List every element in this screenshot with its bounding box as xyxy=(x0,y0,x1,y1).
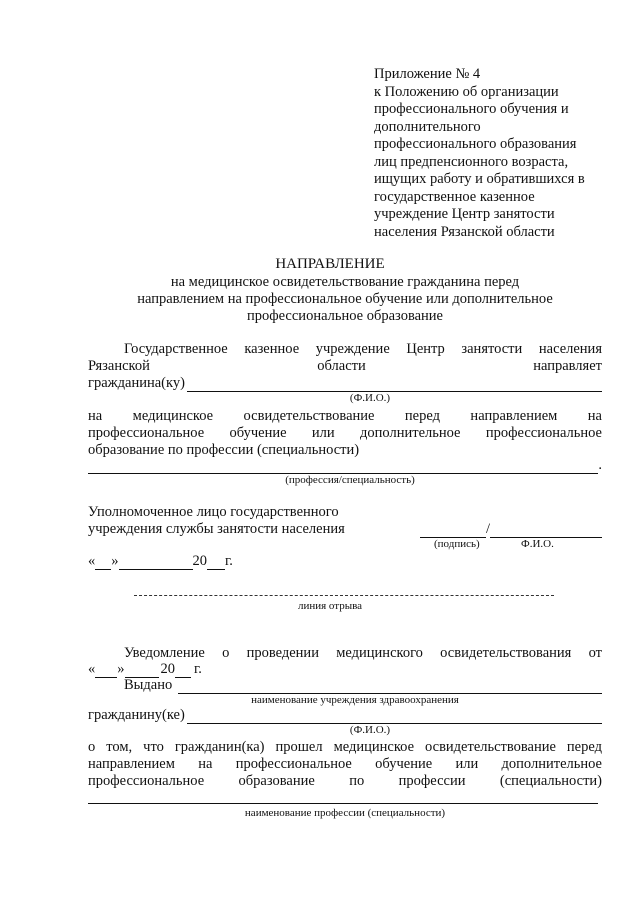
authorized-person xyxy=(88,504,408,538)
appendix-line: населения Рязанской области xyxy=(374,223,555,240)
day-field[interactable] xyxy=(95,663,117,678)
issued-label: Выдано xyxy=(124,677,173,693)
body-line-2 xyxy=(88,358,602,375)
quote-close: » xyxy=(111,553,119,569)
appendix-line: к Положению об организации xyxy=(374,83,559,100)
notice-fio-caption: (Ф.И.О.) xyxy=(349,724,391,736)
body-line-1: Государственное казенное учреждение Центр занятости населения xyxy=(124,341,602,357)
subtitle-line: направлением на профессиональное обучение или дополнительное xyxy=(137,291,553,307)
citizen-label: гражданина(ку) xyxy=(88,375,185,391)
notice-profession-caption: наименование профессии (специальности) xyxy=(244,807,446,819)
signature-field[interactable] xyxy=(420,523,486,538)
appendix-line: ищущих работу и обратившихся в xyxy=(374,171,585,187)
appendix-line: Приложение № 4 xyxy=(374,66,481,82)
body-line-6: образование по профессии (специальности) xyxy=(88,442,360,458)
authorized-line-1: Уполномоченное лицо государственного xyxy=(88,504,339,520)
notice-line-7: профессиональное образование по профессии (специальности) xyxy=(88,773,602,789)
notice-citizen-label: гражданину(ке) xyxy=(88,707,185,723)
quote-open: « xyxy=(88,553,96,569)
year-prefix: 20 xyxy=(192,553,207,569)
appendix-line: профессионального образования xyxy=(374,136,577,152)
month-field[interactable] xyxy=(125,663,159,678)
notice-line-5: о том, что гражданин(ка) прошел медицинское освидетельствование перед xyxy=(88,739,602,755)
signature-row xyxy=(420,521,602,538)
institution-caption: наименование учреждения здравоохранения xyxy=(251,694,459,706)
notice-citizen-field[interactable] xyxy=(187,709,602,724)
tear-line-caption: линия отрыва xyxy=(297,600,363,612)
signer-fio-caption: Ф.И.О. xyxy=(521,538,554,550)
authorized-line-2: учреждения службы занятости населения xyxy=(88,521,345,537)
sign-caption: (подпись) xyxy=(434,538,480,550)
profession-row xyxy=(88,457,602,474)
signature-date xyxy=(88,553,233,570)
issued-row xyxy=(124,677,602,694)
subtitle-line: на медицинское освидетельствование гражданина перед xyxy=(170,274,520,290)
slash: / xyxy=(486,521,491,537)
region-word: Рязанской xyxy=(88,358,150,374)
year-suffix: г. xyxy=(225,553,233,569)
period: . xyxy=(598,457,602,473)
profession-field[interactable] xyxy=(88,459,598,474)
signer-name-field[interactable] xyxy=(490,523,602,538)
oblast-word: области xyxy=(317,358,366,374)
year-prefix: 20 xyxy=(160,661,175,677)
citizen-name-field[interactable] xyxy=(187,377,602,392)
citizen-row xyxy=(88,375,602,392)
quote-open: « xyxy=(88,661,96,677)
day-field[interactable] xyxy=(95,555,111,570)
appendix-line: учреждение Центр занятости xyxy=(374,206,555,222)
subtitle xyxy=(60,274,630,325)
directs-word: направляет xyxy=(533,358,602,374)
tear-line xyxy=(134,595,554,596)
page-title: НАПРАВЛЕНИЕ xyxy=(275,256,385,272)
subtitle-line: профессиональное образование xyxy=(246,308,443,324)
appendix-line: дополнительного xyxy=(374,118,481,135)
notice-citizen-row xyxy=(88,707,602,724)
appendix-block xyxy=(374,66,614,241)
year-field[interactable] xyxy=(207,555,225,570)
institution-field[interactable] xyxy=(178,679,602,694)
notice-date xyxy=(88,661,202,678)
appendix-line: лиц предпенсионного возраста, xyxy=(374,153,569,170)
appendix-line: профессионального обучения и xyxy=(374,101,569,117)
notice-line-1: Уведомление о проведении медицинского освидетельствования от xyxy=(124,645,602,661)
quote-close: » xyxy=(117,661,125,677)
notice-profession-field[interactable] xyxy=(88,803,598,804)
notice-line-6: направлением на профессиональное обучение или дополнительное xyxy=(88,756,602,772)
body-line-4: на медицинское освидетельствование перед направлением на xyxy=(88,408,602,424)
appendix-line: государственное казенное xyxy=(374,188,535,205)
fio-caption: (Ф.И.О.) xyxy=(349,392,391,404)
year-suffix: г. xyxy=(194,661,202,677)
body-line-5: профессиональное обучение или дополнительное профессиональное xyxy=(88,425,602,441)
month-field[interactable] xyxy=(119,555,193,570)
profession-caption: (профессия/специальность) xyxy=(285,474,415,486)
year-field[interactable] xyxy=(175,663,191,678)
